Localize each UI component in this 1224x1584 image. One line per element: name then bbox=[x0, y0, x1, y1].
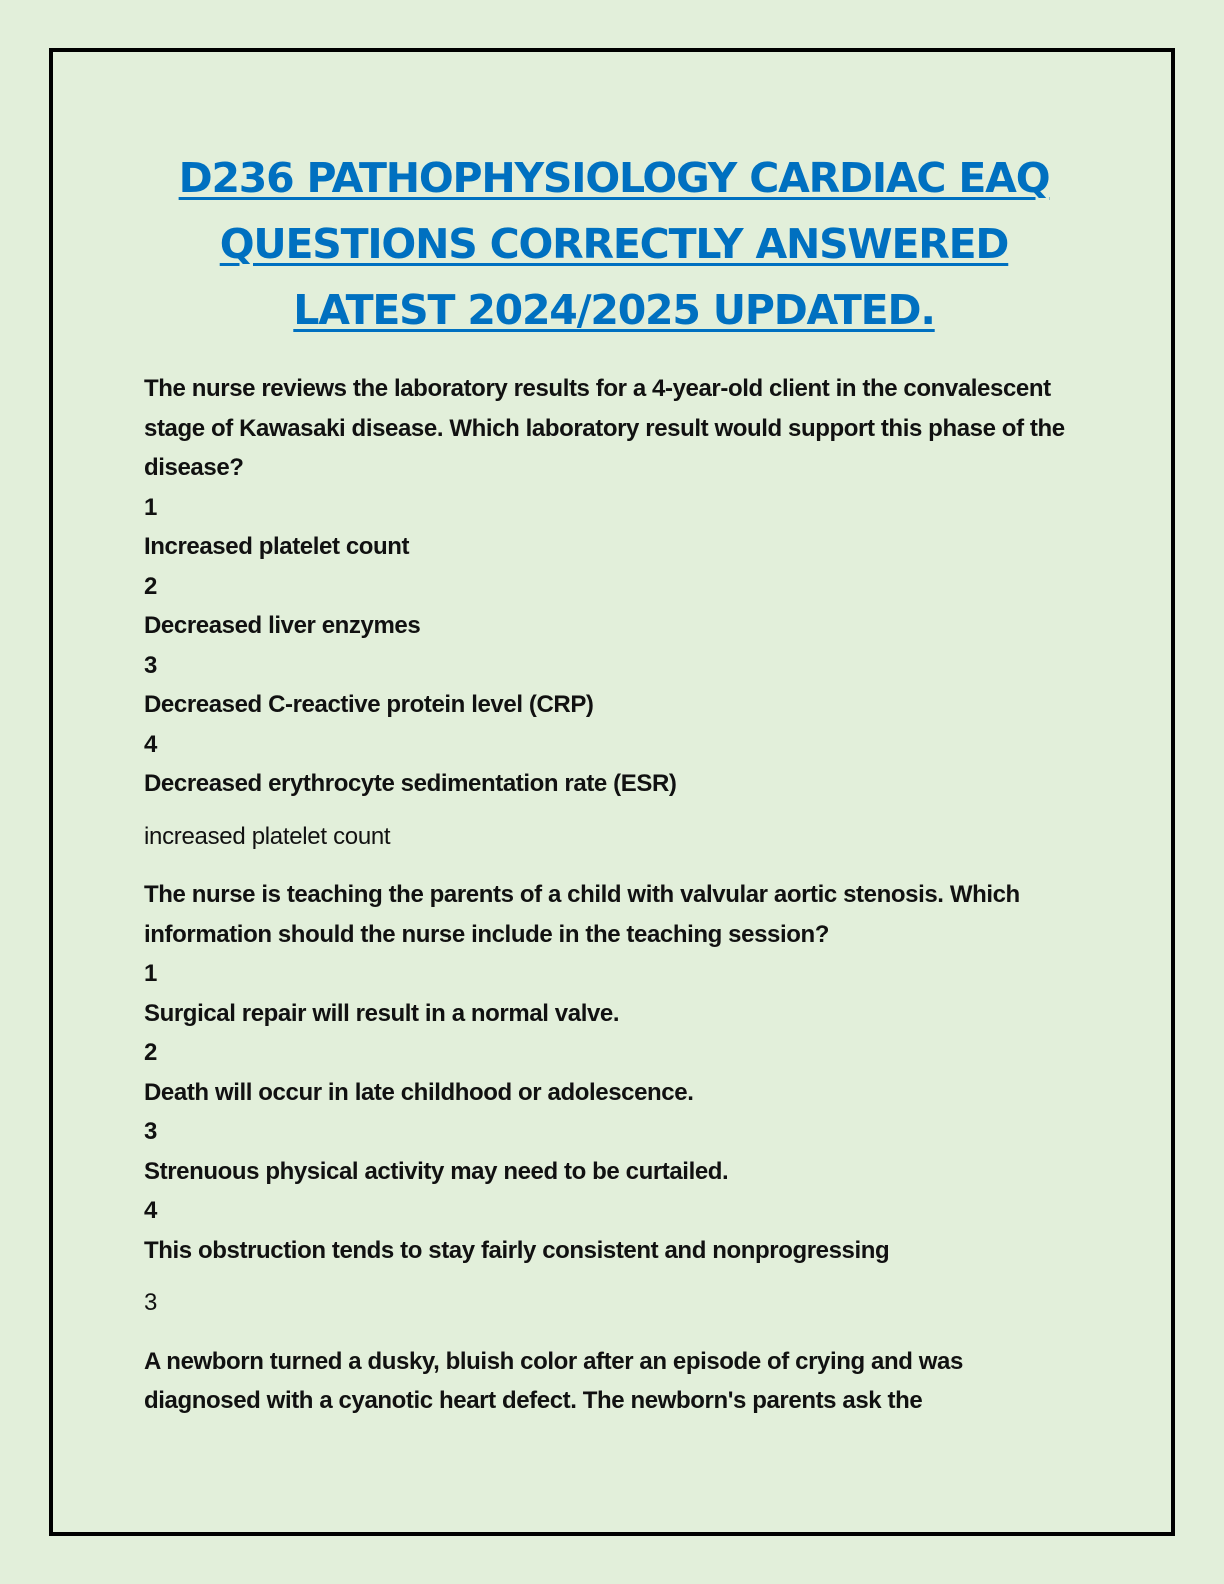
option-text: Surgical repair will result in a normal valve. bbox=[144, 999, 620, 1027]
document-body bbox=[144, 145, 1084, 1421]
document-title: D236 PATHOPHYSIOLOGY CARDIAC EAQ QUESTIONS CORRECTLY ANSWERED LATEST 2024/2025 UPDATED. bbox=[178, 154, 1050, 334]
option-number: 1 bbox=[144, 493, 157, 521]
answer-text: 3 bbox=[144, 1289, 158, 1316]
option-text: Strenuous physical activity may need to be curtailed. bbox=[144, 1157, 729, 1185]
option-text: Decreased erythrocyte sedimentation rate (ESR) bbox=[144, 770, 677, 797]
question-text: The nurse is teaching the parents of a child with valvular aortic stenosis. Which information should the nurse include in the teaching session? bbox=[144, 881, 1020, 948]
question-text: The nurse reviews the laboratory results for a 4-year-old client in the convalescent stage of Kawasaki disease. Which laboratory result would support this phase of the disease? bbox=[144, 375, 1065, 481]
option-text: This obstruction tends to stay fairly consistent and nonprogressing bbox=[144, 1236, 890, 1264]
option-text: Death will occur in late childhood or adolescence. bbox=[144, 1078, 694, 1106]
question-block-3 bbox=[144, 1342, 1084, 1421]
option-text: Decreased C-reactive protein level (CRP) bbox=[144, 691, 594, 718]
question-block-1 bbox=[144, 369, 1084, 856]
option-number: 2 bbox=[144, 1039, 157, 1066]
option-number: 4 bbox=[144, 730, 157, 758]
option-number: 2 bbox=[144, 572, 157, 600]
option-number: 1 bbox=[144, 960, 157, 987]
option-number: 4 bbox=[144, 1197, 157, 1224]
answer-text: increased platelet count bbox=[144, 822, 391, 850]
option-number: 3 bbox=[144, 651, 157, 679]
option-number: 3 bbox=[144, 1118, 157, 1145]
option-text: Decreased liver enzymes bbox=[144, 612, 421, 639]
question-block-2 bbox=[144, 875, 1084, 1323]
question-text: A newborn turned a dusky, bluish color after an episode of crying and was diagnosed with a cyanotic heart defect. The newborn's parents ask the bbox=[144, 1347, 963, 1414]
option-text: Increased platelet count bbox=[144, 533, 410, 560]
